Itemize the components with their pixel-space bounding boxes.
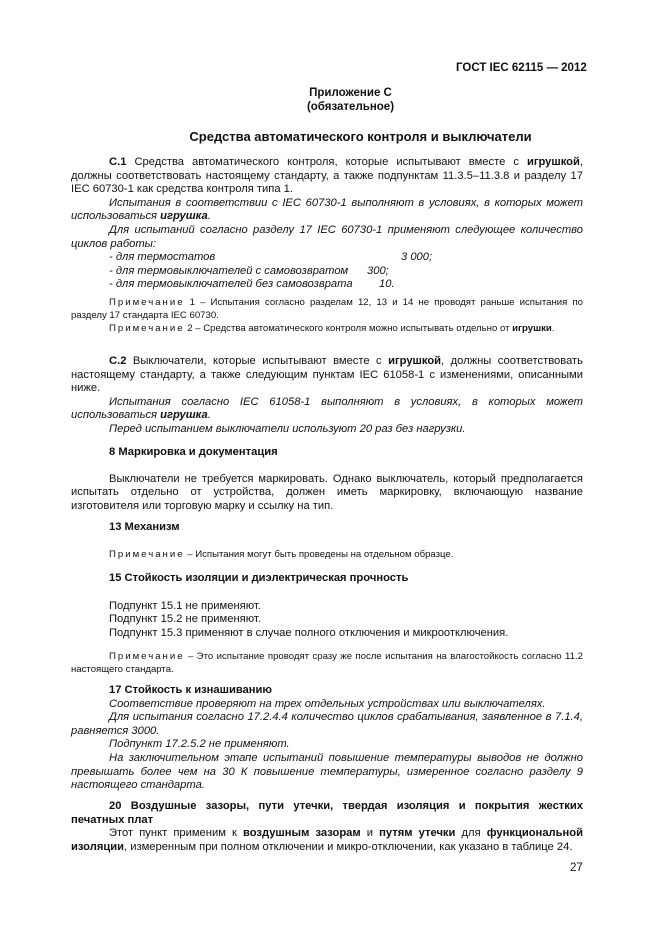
clause-c2 [71, 355, 583, 437]
list-item: - для термовыключателей без самовозврата 10. [109, 278, 395, 291]
c2-paragraph: С.2 Выключатели, которые испытывают вместе с игрушкой, должны соответствовать настоящему стандарту, а также следующим пунктам IEC 61058-1 с изменениями, описанными ниже. [71, 355, 583, 395]
section-15-heading: 15 Стойкость изоляции и диэлектрическая прочность [109, 572, 409, 584]
section-20 [71, 800, 583, 854]
note-2: Примечание 2 – Средства автоматического контроля можно испытывать отдельно от игрушки. [109, 322, 555, 334]
section-15-list [71, 600, 583, 641]
c1-notes [71, 297, 583, 335]
list-item: - для термостатов 3 000; [109, 251, 433, 264]
section-15-note: Примечание – Это испытание проводят сразу же после испытания на влагостойкость согласно 11.2 настоящего стандарта. [71, 651, 583, 676]
page-number: 27 [570, 862, 583, 874]
c2-before-test: Перед испытанием выключатели используют 20 раз без нагрузки. [109, 422, 466, 435]
annex-status: (обязательное) [306, 101, 395, 113]
c1-paragraph: С.1 Средства автоматического контроля, которые испытывают вместе с игрушкой, должны соответствовать настоящему стандарту, а также подпунктам 11.3.5–11.3.8 и разделу 17 IEC 60730-1 как средства контроля типа 1. [71, 156, 583, 196]
c1-number: С.1 [109, 156, 127, 168]
list-item: Подпункт 15.2 не применяют. [109, 613, 261, 626]
section-17-p4: На заключительном этапе испытаний повышение температуры выводов не должно превышать более чем на 30 К повышение температуры, измеренное согласно разделу 9 настоящего стандарта. [71, 751, 583, 792]
c1-test-conditions: Испытания в соответствии с IEC 60730-1 выполняют в условиях, в которых может использоваться игрушка. [71, 196, 583, 223]
section-17-p2: Для испытания согласно 17.2.4.4 количество циклов срабатывания, заявленное в 7.1.4, равняется 3000. [71, 711, 583, 737]
standard-designation: ГОСТ IEC 62115 — 2012 [456, 62, 587, 74]
section-20-text: Этот пункт применим к воздушным зазорам и путям утечки для функциональной изоляции, измеренным при полном отключении и микро-отключении, как указано в таблице 24. [71, 827, 583, 853]
list-item: - для термовыключателей с самовозвратом 300; [109, 264, 389, 277]
section-15 [71, 572, 583, 677]
section-17-p1: Соответствие проверяют на трех отдельных устройствах или выключателях. [109, 697, 546, 710]
annex-title: Приложение С [309, 87, 392, 99]
section-17-heading: 17 Стойкость к изнашиванию [109, 684, 272, 696]
c1-cycles-list [71, 251, 583, 292]
list-item: Подпункт 15.3 применяют в случае полного отключения и микроотключения. [109, 626, 509, 639]
annex-heading [20, 86, 661, 114]
section-8 [71, 446, 583, 513]
section-17-p3: Подпункт 17.2.5.2 не применяют. [109, 738, 290, 751]
section-20-heading: 20 Воздушные зазоры, пути утечки, твердая изоляция и покрытия жестких печатных плат [71, 800, 583, 826]
section-8-heading: 8 Маркировка и документация [109, 446, 278, 458]
page-title: Средства автоматического контроля и выключатели [189, 129, 532, 144]
c2-number: С.2 [109, 355, 127, 367]
section-13-heading: 13 Механизм [109, 521, 180, 533]
section-17 [71, 684, 583, 793]
section-13-note: Примечание – Испытания могут быть проведены на отдельном образце. [109, 548, 454, 560]
note-1: Примечание 1 – Испытания согласно разделам 12, 13 и 14 не проводят раньше испытания по разделу 17 стандарта IEC 60730. [71, 297, 583, 321]
list-item: Подпункт 15.1 не применяют. [109, 599, 261, 612]
section-13 [71, 521, 583, 561]
section-8-text: Выключатели не требуется маркировать. Однако выключатель, который предполагается испытать отдельно от устройства, должен иметь маркировку, включающую название изготовителя или торговую марку и ссылку на тип. [71, 472, 583, 512]
c1-cycles-intro: Для испытаний согласно разделу 17 IEC 60730-1 применяют следующее количество циклов работы: [71, 223, 583, 250]
clause-c1 [71, 156, 583, 292]
c2-test-conditions: Испытания согласно IEC 61058-1 выполняют в условиях, в которых может использоваться игрушка. [71, 395, 583, 422]
